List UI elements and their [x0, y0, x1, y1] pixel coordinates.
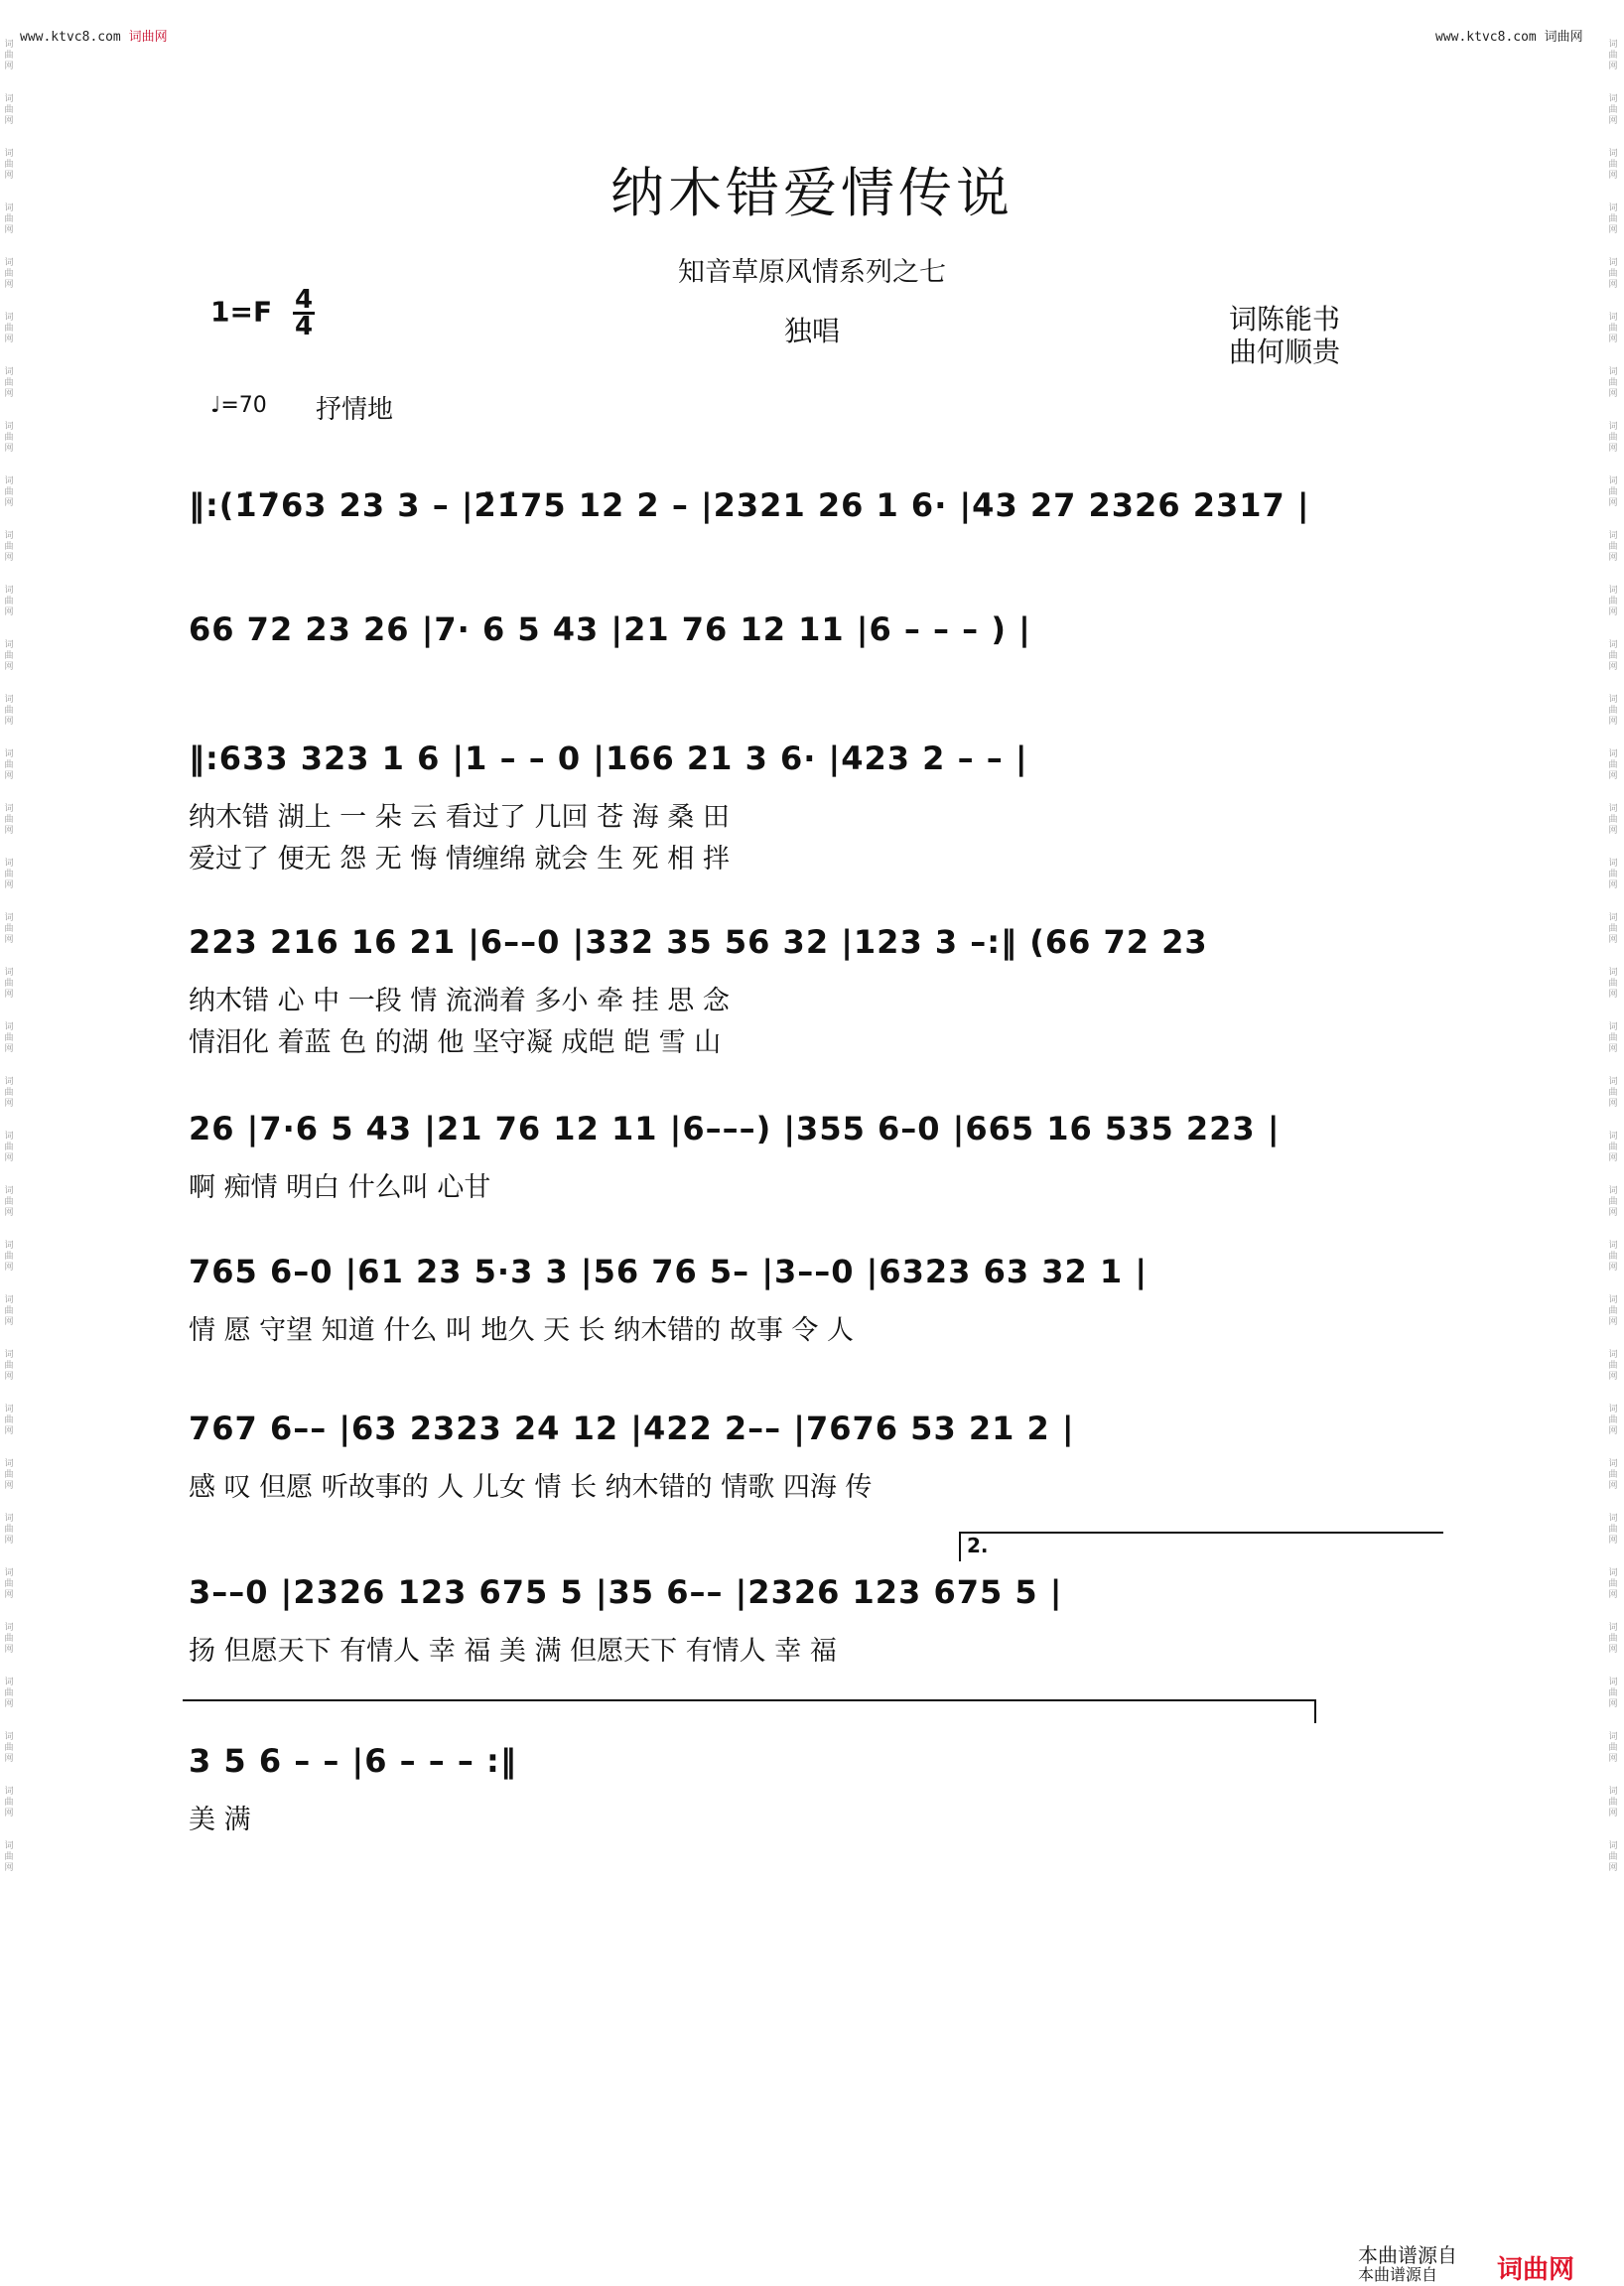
- note-sequence: 66 72 23 26 |7· 6 5 43 |21 76 12 11 |6 – – – ) |: [189, 610, 1031, 648]
- side-watermark-text: 词曲网: [1608, 1623, 1618, 1655]
- side-watermark-text: 词曲网: [1608, 859, 1618, 890]
- side-watermark-text: 词曲网: [1608, 913, 1618, 945]
- side-watermark-text: 词曲网: [4, 1022, 14, 1054]
- key-signature: [210, 285, 315, 341]
- note-sequence: 26 |7·6 5 43 |21 76 12 11 |6–––) |355 6–0 |665 16 535 223 |: [189, 1110, 1281, 1147]
- side-watermark-text: 词曲网: [4, 313, 14, 344]
- lyric-text: 美 满: [189, 1805, 251, 1835]
- footer-credit: [1358, 2245, 1457, 2285]
- header-left-site: www.ktvc8.com: [20, 30, 121, 45]
- side-watermark-text: 词曲网: [1608, 1732, 1618, 1764]
- side-watermark-text: 词曲网: [1608, 1022, 1618, 1054]
- side-watermark-text: 词曲网: [4, 1350, 14, 1382]
- side-watermark-text: 词曲网: [1608, 149, 1618, 181]
- footer-line2: 本曲谱源自: [1358, 2265, 1438, 2284]
- side-watermark-text: 词曲网: [1608, 1841, 1618, 1873]
- note-sequence: ‖:(1̇7̇63 23 3 – |2̇1̇75 12 2 – |2321 26 1 6· |43 27 2326 2317 |: [189, 486, 1310, 524]
- side-watermark-text: 词曲网: [1608, 258, 1618, 290]
- time-bottom: 4: [294, 312, 314, 341]
- side-watermark-text: 词曲网: [4, 1787, 14, 1818]
- side-watermark-text: 词曲网: [1608, 531, 1618, 563]
- staff-system: [0, 740, 1624, 799]
- side-watermark-text: 词曲网: [4, 640, 14, 672]
- side-watermark-text: 词曲网: [4, 149, 14, 181]
- side-watermark-text: 词曲网: [4, 804, 14, 836]
- side-watermark-text: 词曲网: [4, 1186, 14, 1218]
- side-watermark-text: 词曲网: [1608, 203, 1618, 235]
- side-watermark-text: 词曲网: [1608, 1186, 1618, 1218]
- volta-bracket: 2.: [959, 1532, 1443, 1561]
- side-watermark-text: 词曲网: [4, 1295, 14, 1327]
- side-watermark-text: 词曲网: [4, 968, 14, 1000]
- time-top: 4: [294, 285, 314, 315]
- side-watermark-text: 词曲网: [1608, 367, 1618, 399]
- side-watermark-text: 词曲网: [4, 1241, 14, 1273]
- lyric-text: 爱过了 便无 怨 无 悔 情缠绵 就会 生 死 相 拌: [189, 844, 730, 874]
- song-title: 纳木错爱情传说: [610, 162, 1014, 224]
- note-sequence: 3––0 |2326 123 675 5 |35 6–– |2326 123 675 5 |: [189, 1573, 1063, 1611]
- side-watermark-text: 词曲网: [4, 203, 14, 235]
- lyric-text: 纳木错 湖上 一 朵 云 看过了 几回 苍 海 桑 田: [189, 802, 730, 833]
- side-watermark-text: 词曲网: [1608, 1295, 1618, 1327]
- side-watermark-text: 词曲网: [4, 422, 14, 454]
- side-watermark-text: 词曲网: [4, 1132, 14, 1163]
- side-watermark-text: 词曲网: [4, 859, 14, 890]
- side-watermark-text: 词曲网: [1608, 313, 1618, 344]
- lyric-text: 纳木错 心 中 一段 情 流淌着 多小 牵 挂 思 念: [189, 986, 730, 1016]
- side-watermark-text: 词曲网: [1608, 968, 1618, 1000]
- side-watermark-text: 词曲网: [1608, 422, 1618, 454]
- side-watermark-text: 词曲网: [4, 1732, 14, 1764]
- side-watermark-text: 词曲网: [1608, 586, 1618, 617]
- note-sequence: 223 216 16 21 |6––0 |332 35 56 32 |123 3 –:‖ (66 72 23: [189, 923, 1208, 961]
- staff-system: [0, 1253, 1624, 1312]
- side-watermark-text: 词曲网: [4, 1841, 14, 1873]
- side-watermark-text: 词曲网: [1608, 476, 1618, 508]
- lyric-text: 情泪化 着蓝 色 的湖 他 坚守凝 成皑 皑 雪 山: [189, 1027, 722, 1058]
- lyric-text: 情 愿 守望 知道 什么 叫 地久 天 长 纳木错的 故事 令 人: [189, 1315, 854, 1346]
- side-watermark-text: 词曲网: [4, 258, 14, 290]
- staff-system: [0, 923, 1624, 983]
- side-watermark-text: 词曲网: [1608, 1787, 1618, 1818]
- side-watermark-text: 词曲网: [1608, 640, 1618, 672]
- side-watermark-text: 词曲网: [4, 695, 14, 727]
- staff-system: [0, 1742, 1624, 1802]
- side-watermark-text: 词曲网: [4, 1405, 14, 1436]
- header-right: [1435, 26, 1583, 45]
- side-watermark-text: 词曲网: [1608, 1077, 1618, 1109]
- side-watermark-text: 词曲网: [1608, 1568, 1618, 1600]
- side-watermark-text: 词曲网: [4, 40, 14, 71]
- side-watermark-text: 词曲网: [4, 1678, 14, 1709]
- header-left-label: 词曲网: [128, 30, 168, 45]
- footer-brand: [1497, 2249, 1574, 2286]
- lyric-text: 感 叹 但愿 听故事的 人 儿女 情 长 纳木错的 情歌 四海 传: [189, 1472, 873, 1503]
- staff-system: [0, 1573, 1624, 1633]
- side-watermark-text: 词曲网: [1608, 1350, 1618, 1382]
- volta-end-line: [183, 1699, 1316, 1723]
- side-watermark-text: 词曲网: [4, 94, 14, 126]
- side-watermark-text: 词曲网: [4, 531, 14, 563]
- header-right-site: www.ktvc8.com: [1435, 30, 1537, 45]
- side-watermark-text: 词曲网: [1608, 1132, 1618, 1163]
- side-watermark-text: 词曲网: [4, 1623, 14, 1655]
- staff-system: [0, 610, 1624, 670]
- note-sequence: 3 5 6 – – |6 – – – :‖: [189, 1742, 517, 1780]
- side-watermark-text: 词曲网: [1608, 1405, 1618, 1436]
- side-watermark-text: 词曲网: [4, 749, 14, 781]
- tempo-mark: ♩=70: [210, 393, 267, 418]
- lyric-text: 啊 痴情 明白 什么叫 心甘: [189, 1172, 491, 1203]
- key-label: 1=F: [210, 295, 273, 329]
- header-left: [20, 26, 168, 45]
- side-watermark-text: 词曲网: [4, 476, 14, 508]
- side-watermark-text: 词曲网: [1608, 1459, 1618, 1491]
- staff-system: [0, 1410, 1624, 1469]
- side-watermark-text: 词曲网: [1608, 749, 1618, 781]
- note-sequence: 765 6–0 |61 23 5·3 3 |56 76 5– |3––0 |6323 63 32 1 |: [189, 1253, 1148, 1290]
- footer-brand-logo: 词曲网: [1497, 2255, 1575, 2285]
- note-sequence: 767 6–– |63 2323 24 12 |422 2–– |7676 53 21 2 |: [189, 1410, 1075, 1447]
- side-watermark-text: 词曲网: [1608, 804, 1618, 836]
- footer-line1: 本曲谱源自: [1358, 2243, 1457, 2267]
- song-subtitle: 知音草原风情系列之七: [678, 257, 946, 288]
- side-watermark-text: 词曲网: [1608, 40, 1618, 71]
- side-watermark-text: 词曲网: [1608, 1514, 1618, 1546]
- side-watermark-text: 词曲网: [4, 1568, 14, 1600]
- side-watermark-text: 词曲网: [4, 1459, 14, 1491]
- side-watermark-text: 词曲网: [1608, 94, 1618, 126]
- side-watermark-text: 词曲网: [1608, 1241, 1618, 1273]
- staff-system: [0, 486, 1624, 546]
- side-watermark-text: 词曲网: [4, 367, 14, 399]
- note-sequence: ‖:633 323 1 6 |1 – – 0 |166 21 3 6· |423 2 – – |: [189, 740, 1028, 777]
- header-right-label: 词曲网: [1544, 30, 1583, 45]
- staff-system: [0, 1110, 1624, 1169]
- lyric-text: 扬 但愿天下 有情人 幸 福 美 满 但愿天下 有情人 幸 福: [189, 1636, 837, 1667]
- time-signature: [293, 285, 315, 341]
- side-watermark-text: 词曲网: [4, 913, 14, 945]
- side-watermark-text: 词曲网: [4, 1514, 14, 1546]
- side-watermark-text: 词曲网: [1608, 1678, 1618, 1709]
- side-watermark-text: 词曲网: [1608, 695, 1618, 727]
- side-watermark-text: 词曲网: [4, 586, 14, 617]
- performance-form: 独唱: [784, 315, 841, 347]
- side-watermark-text: 词曲网: [4, 1077, 14, 1109]
- expression-mark: 抒情地: [316, 395, 394, 425]
- lyricist: 词陈能书: [1229, 303, 1341, 336]
- composer: 曲何顺贵: [1229, 336, 1341, 368]
